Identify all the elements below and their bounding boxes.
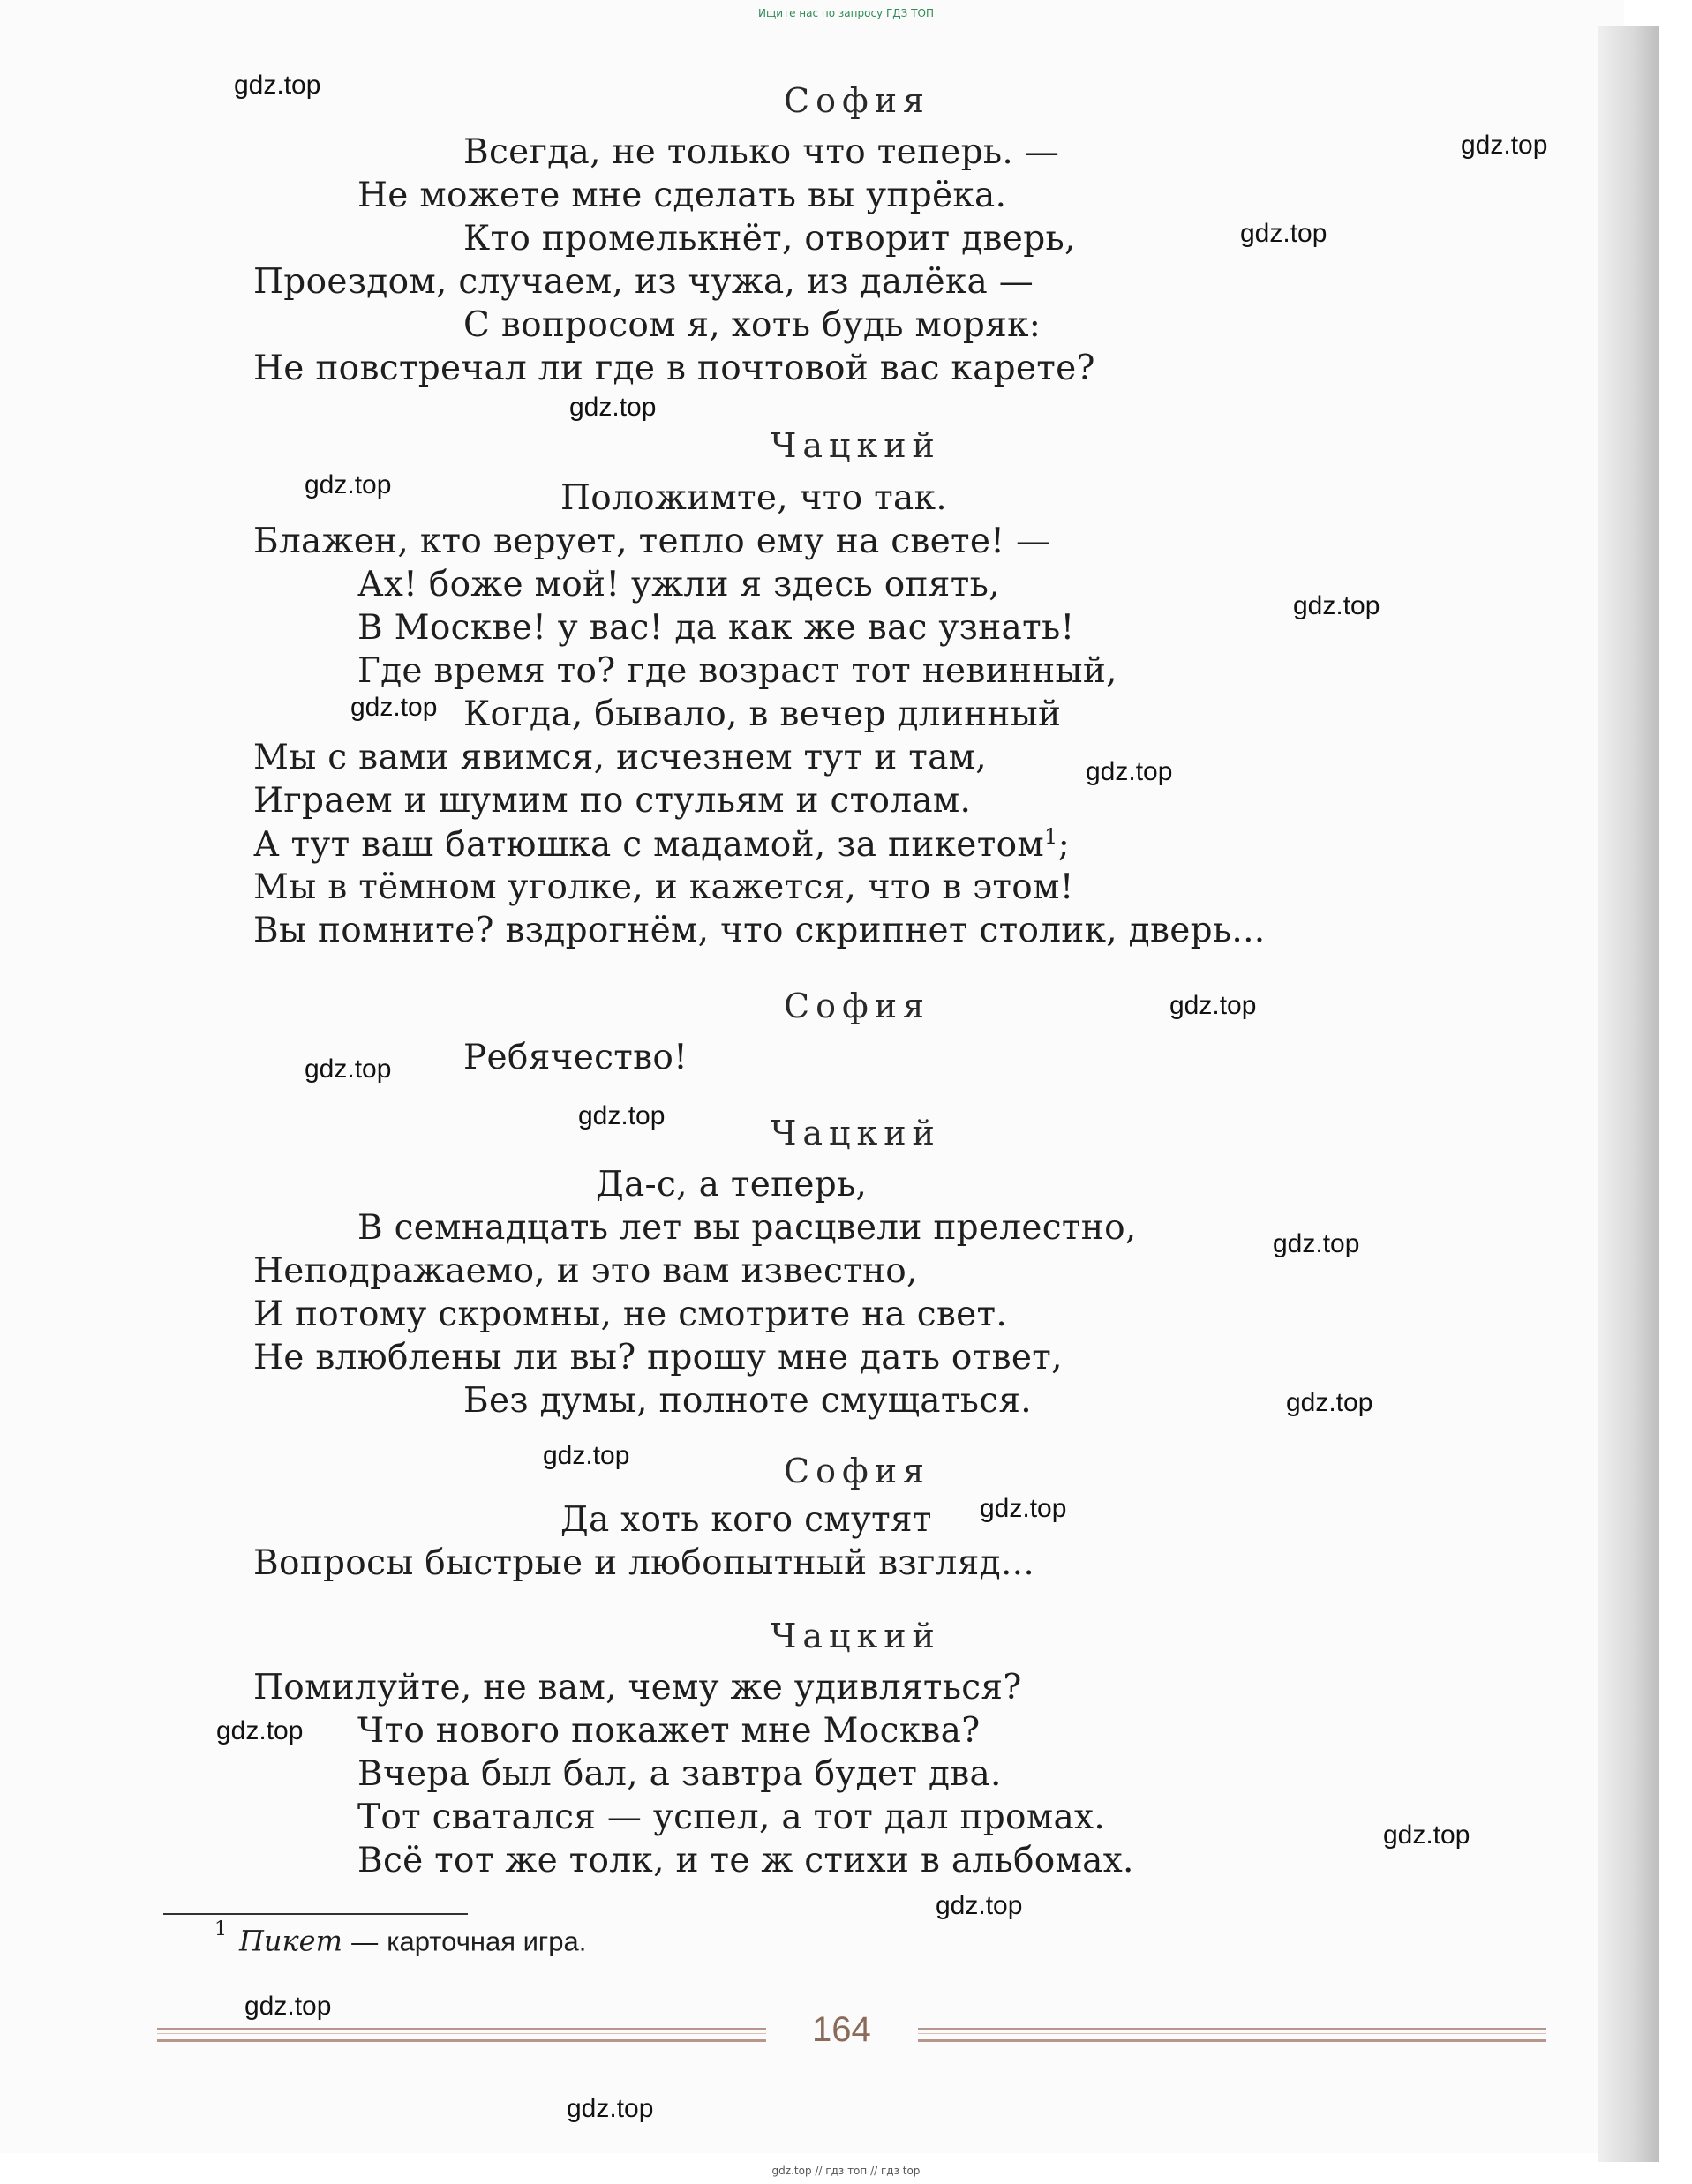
- watermark: gdz.top: [216, 1716, 304, 1745]
- watermark: gdz.top: [980, 1494, 1067, 1523]
- watermark: gdz.top: [1383, 1820, 1470, 1850]
- verse-line: В семнадцать лет вы расцвели прелестно,: [357, 1208, 1137, 1248]
- verse-line: Не можете мне сделать вы упрёка.: [357, 176, 1007, 215]
- verse-line: Да хоть кого смутят: [560, 1500, 932, 1540]
- verse-line-footnoted: [253, 824, 1070, 865]
- verse-line: Вопросы быстрые и любопытный взгляд...: [253, 1543, 1035, 1583]
- verse-line: Тот сватался — успел, а тот дал промах.: [357, 1797, 1106, 1837]
- watermark: gdz.top: [1169, 991, 1257, 1020]
- verse-line: Мы с вами явимся, исчезнем тут и там,: [253, 738, 987, 777]
- watermark: gdz.top: [569, 393, 657, 422]
- watermark: gdz.top: [1293, 591, 1380, 620]
- watermark: gdz.top: [567, 2094, 654, 2123]
- footnote: [214, 1918, 587, 1958]
- watermark: gdz.top: [1086, 757, 1173, 786]
- verse-line: И потому скромны, не смотрите на свет.: [253, 1295, 1008, 1334]
- speaker-sofia: София: [784, 987, 930, 1025]
- line-punctuation: ;: [1057, 825, 1071, 865]
- watermark: gdz.top: [936, 1891, 1023, 1920]
- verse-line: Не повстречал ли где в почтовой вас карете?: [253, 349, 1095, 388]
- verse-line: Помилуйте, не вам, чему же удивляться?: [253, 1668, 1022, 1707]
- verse-line: Ах! боже мой! ужли я здесь опять,: [357, 565, 1000, 604]
- footnote-marker: 1: [1043, 824, 1058, 849]
- verse-line: Мы в тёмном уголке, и кажется, что в этом!: [253, 867, 1074, 907]
- footer-note: gdz.top // гдз топ // гдз top: [771, 2165, 921, 2177]
- verse-line: Всегда, не только что теперь. —: [463, 132, 1060, 172]
- footnote-number: 1: [214, 1918, 227, 1940]
- watermark: gdz.top: [543, 1441, 630, 1470]
- footer-rule-right: [918, 2028, 1546, 2042]
- verse-line: Когда, бывало, в вечер длинный: [463, 694, 1062, 734]
- verse-line: Всё тот же толк, и те ж стихи в альбомах.: [357, 1841, 1134, 1880]
- verse-line-text: А тут ваш батюшка с мадамой, за пикетом: [253, 825, 1044, 865]
- verse-line: Проездом, случаем, из чужа, из далёка —: [253, 262, 1034, 302]
- verse-line: Где время то? где возраст тот невинный,: [357, 651, 1117, 691]
- footer-rule-left: [157, 2028, 766, 2042]
- verse-line: В Москве! у вас! да как же вас узнать!: [357, 608, 1075, 648]
- speaker-sofia: София: [784, 1452, 930, 1490]
- footnote-separator: —: [351, 1927, 379, 1957]
- watermark: gdz.top: [1286, 1388, 1373, 1417]
- verse-line: Вы помните? вздрогнём, что скрипнет столик, дверь...: [253, 911, 1266, 950]
- watermark: gdz.top: [1273, 1229, 1360, 1258]
- page-edge-shadow: [1598, 26, 1659, 2162]
- footnote-definition: карточная игра.: [387, 1925, 587, 1957]
- speaker-chatsky: Чацкий: [771, 1617, 941, 1655]
- speaker-sofia: София: [784, 81, 930, 120]
- watermark: gdz.top: [1461, 131, 1548, 160]
- verse-line: Что нового покажет мне Москва?: [357, 1711, 981, 1751]
- watermark: gdz.top: [305, 1054, 392, 1084]
- watermark: gdz.top: [234, 71, 321, 100]
- verse-line: Без думы, полноте смущаться.: [463, 1381, 1032, 1421]
- verse-line: Да-с, а теперь,: [596, 1165, 868, 1205]
- verse-line: Играем и шумим по стульям и столам.: [253, 781, 972, 821]
- header-note: Ищите нас по запросу ГДЗ ТОП: [758, 7, 934, 19]
- verse-line: Кто промелькнёт, отворит дверь,: [463, 219, 1076, 259]
- verse-line: Неподражаемо, и это вам известно,: [253, 1251, 918, 1291]
- watermark: gdz.top: [305, 470, 392, 499]
- verse-line: Блажен, кто верует, тепло ему на свете! —: [253, 522, 1051, 561]
- watermark: gdz.top: [578, 1101, 666, 1130]
- verse-line: Ребячество!: [463, 1038, 688, 1077]
- footnote-term: Пикет: [239, 1924, 342, 1958]
- page-number: 164: [812, 2010, 871, 2049]
- verse-line: Положимте, что так.: [560, 478, 947, 518]
- verse-line: Вчера был бал, а завтра будет два.: [357, 1754, 1002, 1794]
- watermark: gdz.top: [244, 1992, 332, 2021]
- speaker-chatsky: Чацкий: [771, 426, 941, 465]
- watermark: gdz.top: [1240, 219, 1327, 248]
- speaker-chatsky: Чацкий: [771, 1114, 941, 1152]
- verse-line: Не влюблены ли вы? прошу мне дать ответ,: [253, 1338, 1063, 1377]
- verse-line: С вопросом я, хоть будь моряк:: [463, 305, 1042, 345]
- watermark: gdz.top: [350, 693, 438, 722]
- footnote-rule: [163, 1913, 468, 1915]
